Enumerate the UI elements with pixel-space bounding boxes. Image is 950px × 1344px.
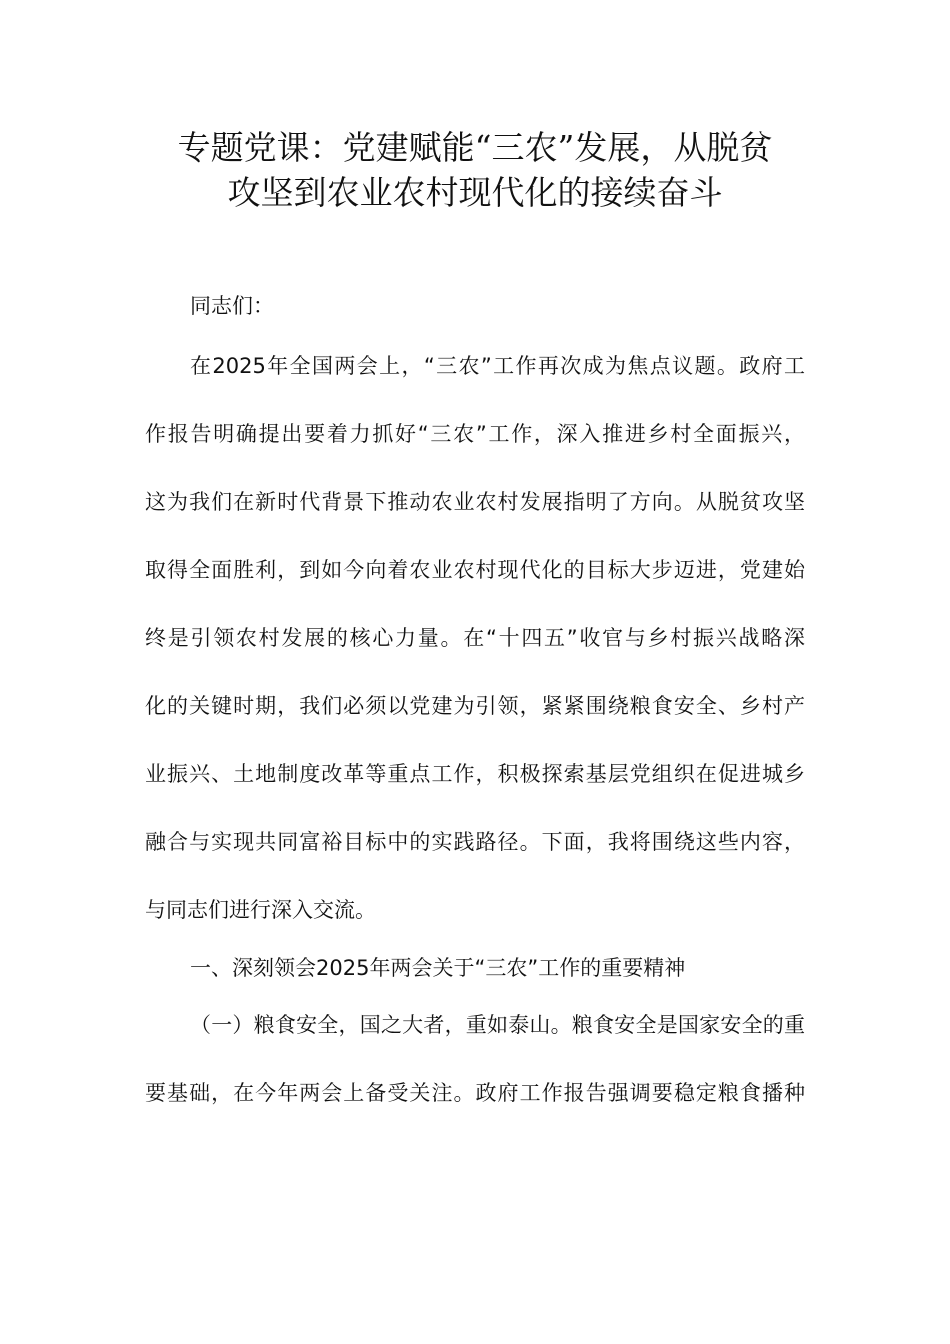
paragraph-line: 业振兴、土地制度改革等重点工作，积极探索基层党组织在促进城乡: [145, 762, 805, 786]
paragraph-line: 与同志们进行深入交流。: [145, 898, 376, 922]
paragraph-line: 要基础，在今年两会上备受关注。政府工作报告强调要稳定粮食播种: [145, 1081, 805, 1105]
paragraph-line: 融合与实现共同富裕目标中的实践路径。下面，我将围绕这些内容，: [145, 830, 805, 854]
salutation: 同志们：: [190, 294, 274, 318]
section-heading: 一、深刻领会2025年两会关于“三农”工作的重要精神: [190, 956, 686, 980]
document-title-line-2: 攻坚到农业农村现代化的接续奋斗: [227, 173, 723, 212]
paragraph-line: 这为我们在新时代背景下推动农业农村发展指明了方向。从脱贫攻坚: [145, 490, 805, 514]
paragraph-line: 化的关键时期，我们必须以党建为引领，紧紧围绕粮食安全、乡村产: [145, 694, 805, 718]
paragraph-line: （一）粮食安全，国之大者，重如泰山。粮食安全是国家安全的重: [190, 1013, 805, 1037]
paragraph-line: 作报告明确提出要着力抓好“三农”工作，深入推进乡村全面振兴，: [145, 422, 805, 446]
paragraph-line: 终是引领农村发展的核心力量。在“十四五”收官与乡村振兴战略深: [145, 626, 805, 650]
paragraph-line: 取得全面胜利，到如今向着农业农村现代化的目标大步迈进，党建始: [145, 558, 805, 582]
document-title-line-1: 专题党课：党建赋能“三农”发展，从脱贫: [177, 128, 773, 167]
paragraph-line: 在2025年全国两会上，“三农”工作再次成为焦点议题。政府工: [190, 354, 805, 378]
